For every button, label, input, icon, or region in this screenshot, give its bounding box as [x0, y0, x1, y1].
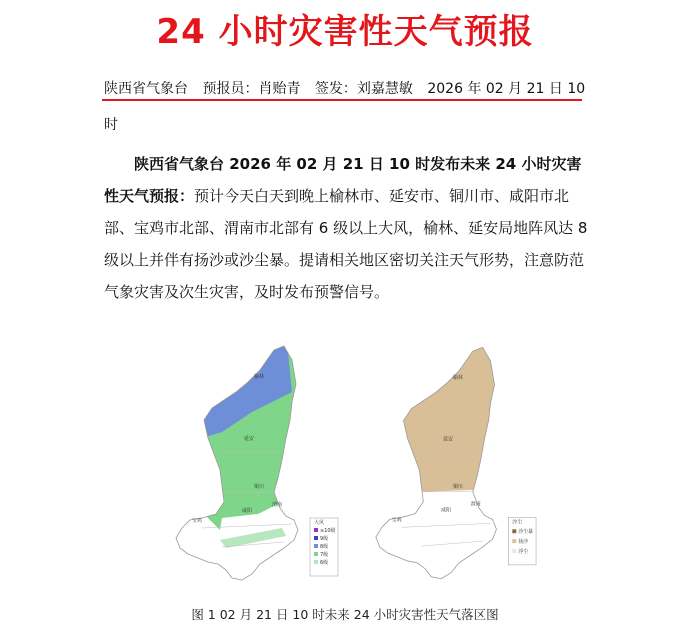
wind-legend-item: 8级	[320, 544, 329, 550]
forecast-body	[104, 148, 588, 308]
dust-legend-title: 沙尘	[512, 519, 523, 526]
figure-caption: 图 1 02 月 21 日 10 时未来 24 小时灾害性天气落区图	[191, 607, 499, 622]
wind-legend	[310, 518, 338, 576]
dust-legend-item: 沙尘暴	[518, 529, 534, 536]
wind-legend-item: ≥10级	[320, 528, 336, 534]
page-title: 24 小时灾害性天气预报	[156, 12, 534, 52]
wind-legend-title: 大风	[314, 520, 325, 526]
red-divider	[102, 99, 582, 101]
dust-legend	[508, 517, 536, 564]
forecast-lead: 陕西省气象台 2026 年 02 月 21 日 10 时发布未来 24 小时灾害性天气预报：	[104, 155, 582, 205]
city-label: 铜川	[254, 484, 265, 490]
forecaster: 预报员：肖贻青	[202, 81, 301, 97]
city-label: 榆林	[452, 374, 463, 381]
wind-legend-item: 6级	[320, 560, 329, 566]
city-label: 延安	[443, 436, 453, 443]
issue-datetime-tail: 时	[104, 117, 118, 133]
city-label: 榆林	[254, 374, 265, 380]
dust-map	[362, 342, 540, 592]
city-label: 渭南	[272, 502, 283, 508]
city-label: 宝鸡	[192, 518, 203, 524]
issuer: 签发：刘嘉慧敏	[314, 81, 413, 97]
forecast-paragraph	[104, 148, 588, 308]
city-label: 咸阳	[242, 508, 253, 514]
city-label: 铜川	[452, 483, 463, 490]
wind-legend-item: 7级	[320, 552, 329, 558]
wind-map	[162, 342, 342, 592]
meta-line	[104, 80, 586, 98]
city-label: 咸阳	[441, 507, 451, 514]
issue-datetime: 2026 年 02 月 21 日 10	[427, 81, 586, 97]
agency: 陕西省气象台	[104, 81, 188, 97]
dust-legend-item: 浮尘	[518, 549, 529, 556]
city-label: 延安	[244, 436, 255, 442]
city-label: 渭南	[470, 501, 481, 508]
city-label: 宝鸡	[391, 517, 402, 524]
wind-legend-item: 9级	[320, 536, 329, 542]
dust-legend-item: 扬沙	[518, 539, 529, 546]
forecast-text: 预计今天白天到晚上榆林市、延安市、铜川市、咸阳市北部、宝鸡市北部、渭南市北部有 6 级以上大风，榆林、延安局地阵风达 8 级以上并伴有扬沙或沙尘暴。提请相关地区密切关注天气形势，注意防范气象灾害及次生灾害，及时发布预警信号。	[104, 187, 588, 301]
